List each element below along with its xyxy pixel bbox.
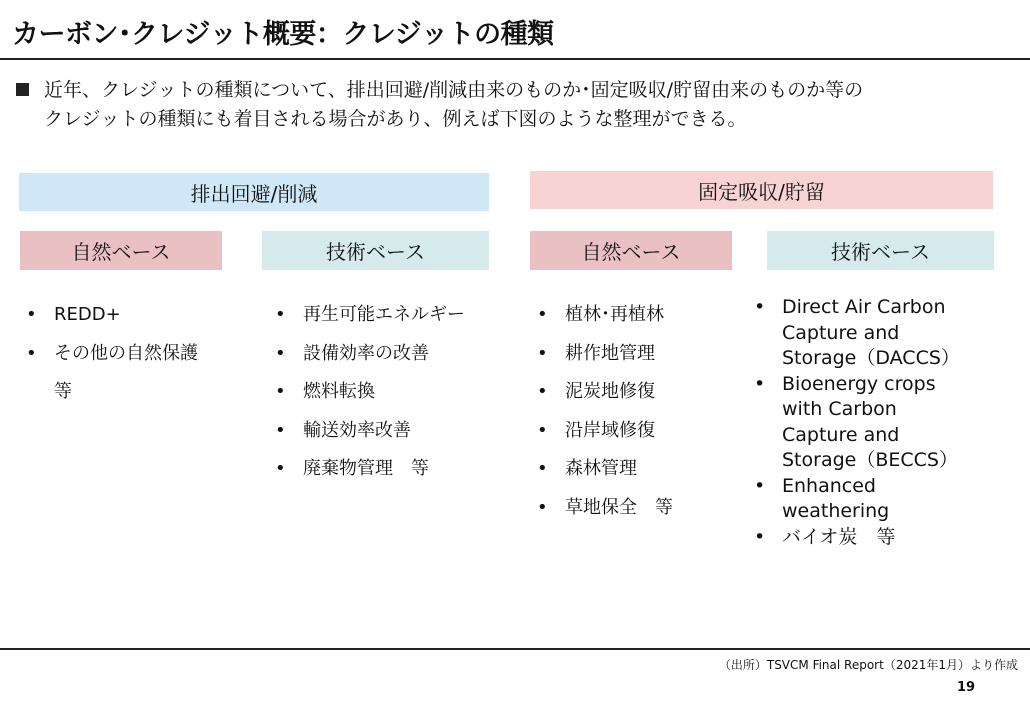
category-header-tech-avoidance: 技術ベース	[262, 231, 489, 270]
list-item: • 再生可能エネルギー	[275, 304, 465, 325]
page-number: 19	[957, 680, 976, 695]
list-item: • その他の自然保護	[26, 342, 198, 364]
list-item: • 輸送効率改善	[275, 419, 411, 441]
list-item: • 泥炭地修復	[537, 381, 655, 402]
list-item: • Direct Air Carbon Capture and Storage（DACCS）	[754, 296, 960, 369]
list-item: • Enhanced weathering	[754, 474, 890, 522]
list-removal-nature	[535, 303, 755, 534]
list-item: • 燃料転換	[275, 381, 375, 402]
list-item: • 耕作地管理	[537, 342, 655, 364]
list-item: • バイオ炭 等	[754, 525, 896, 548]
list-item: • 森林管理	[537, 458, 637, 479]
list-item: • 廃棄物管理 等	[275, 458, 429, 479]
intro-line-1: 近年、クレジットの種類について、排出回避/削減由来のものか･固定吸収/貯留由来のものか等の	[44, 79, 864, 101]
list-item: • REDD+	[26, 304, 121, 325]
source-note: （出所）TSVCM Final Report（2021年1月）より作成	[718, 658, 1018, 672]
intro-line-2: クレジットの種類にも着目される場合があり、例えば下図のような整理ができる。	[44, 108, 747, 130]
list-item: 等	[54, 381, 72, 402]
category-header-tech-removal: 技術ベース	[767, 231, 994, 270]
category-header-nature-removal: 自然ベース	[530, 231, 732, 270]
list-item: • 草地保全 等	[537, 496, 673, 518]
title-divider	[0, 58, 1030, 60]
list-avoidance-nature	[24, 303, 244, 419]
list-item: • 沿岸域修復	[537, 419, 655, 441]
square-bullet-icon	[16, 83, 29, 96]
list-avoidance-tech	[273, 303, 513, 496]
category-header-nature-avoidance: 自然ベース	[20, 231, 222, 270]
group-header-removal: 固定吸収/貯留	[530, 171, 993, 209]
slide-title: カーボン･クレジット概要：クレジットの種類	[12, 19, 554, 50]
footer-divider	[0, 648, 1030, 650]
list-removal-tech	[752, 295, 1017, 550]
list-item: • Bioenergy crops with Carbon Capture and Storage（BECCS）	[754, 372, 958, 471]
list-item: • 植林･再植林	[537, 304, 664, 325]
list-item: • 設備効率の改善	[275, 342, 429, 364]
group-header-avoidance: 排出回避/削減	[19, 173, 489, 211]
